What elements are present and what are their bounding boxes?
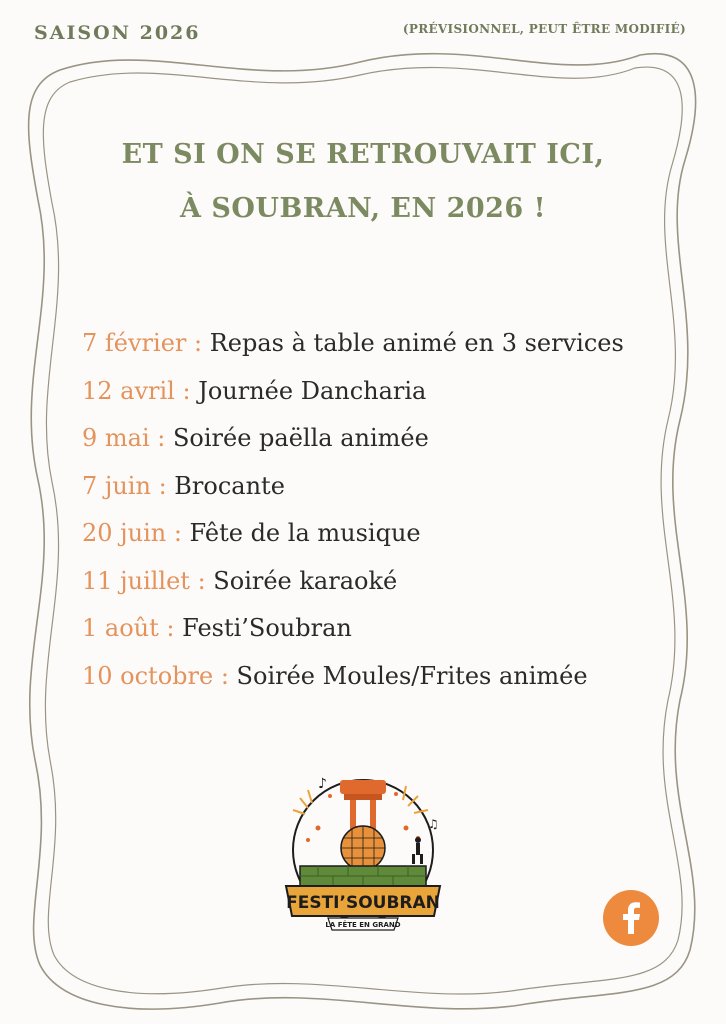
event-date: 9 mai bbox=[82, 424, 150, 452]
page-title bbox=[0, 128, 726, 236]
event-name: Festi’Soubran bbox=[182, 614, 352, 642]
festi-soubran-logo bbox=[278, 768, 448, 940]
event-name: Fête de la musique bbox=[189, 519, 421, 547]
event-name: Soirée karaoké bbox=[213, 566, 398, 595]
provisional-notice: (PRÉVISIONNEL, PEUT ÊTRE MODIFIÉ) bbox=[402, 22, 686, 36]
facebook-link[interactable] bbox=[603, 890, 659, 946]
event-date: 7 février bbox=[82, 329, 187, 357]
event-name: Repas à table animé en 3 services bbox=[209, 329, 624, 357]
event-item: 10 octobre : Soirée Moules/Frites animée bbox=[82, 661, 588, 690]
event-date: 12 avril bbox=[82, 376, 175, 405]
event-name: Brocante bbox=[174, 471, 285, 500]
event-item: 11 juillet : Soirée karaoké bbox=[82, 566, 398, 595]
event-date: 10 octobre bbox=[82, 661, 214, 690]
facebook-icon bbox=[603, 890, 659, 946]
event-name: Soirée paëlla animée bbox=[172, 424, 429, 452]
event-date: 11 juillet bbox=[82, 566, 190, 595]
event-item: 7 juin : Brocante bbox=[82, 471, 285, 500]
svg-text:♪: ♪ bbox=[318, 776, 327, 792]
event-list bbox=[82, 320, 682, 700]
event-item: 7 février : Repas à table animé en 3 services bbox=[82, 329, 624, 357]
event-date: 7 juin bbox=[82, 471, 151, 500]
event-date: 1 août bbox=[82, 614, 159, 642]
event-date: 20 juin bbox=[82, 519, 167, 547]
logo-tagline: LA FÊTE EN GRAND bbox=[325, 921, 401, 929]
event-item: 1 août : Festi’Soubran bbox=[82, 614, 352, 642]
title-line-1: ET SI ON SE RETROUVAIT ICI, bbox=[121, 139, 605, 170]
event-item: 9 mai : Soirée paëlla animée bbox=[82, 424, 429, 452]
event-item: 12 avril : Journée Dancharia bbox=[82, 376, 427, 405]
season-label: SAISON 2026 bbox=[34, 22, 201, 44]
logo-name: FESTI’SOUBRAN bbox=[286, 893, 440, 913]
event-item: 20 juin : Fête de la musique bbox=[82, 519, 421, 547]
event-name: Soirée Moules/Frites animée bbox=[236, 661, 588, 690]
title-line-2: À SOUBRAN, EN 2026 ! bbox=[180, 193, 546, 224]
event-name: Journée Dancharia bbox=[198, 376, 427, 405]
svg-text:♫: ♫ bbox=[428, 817, 439, 831]
